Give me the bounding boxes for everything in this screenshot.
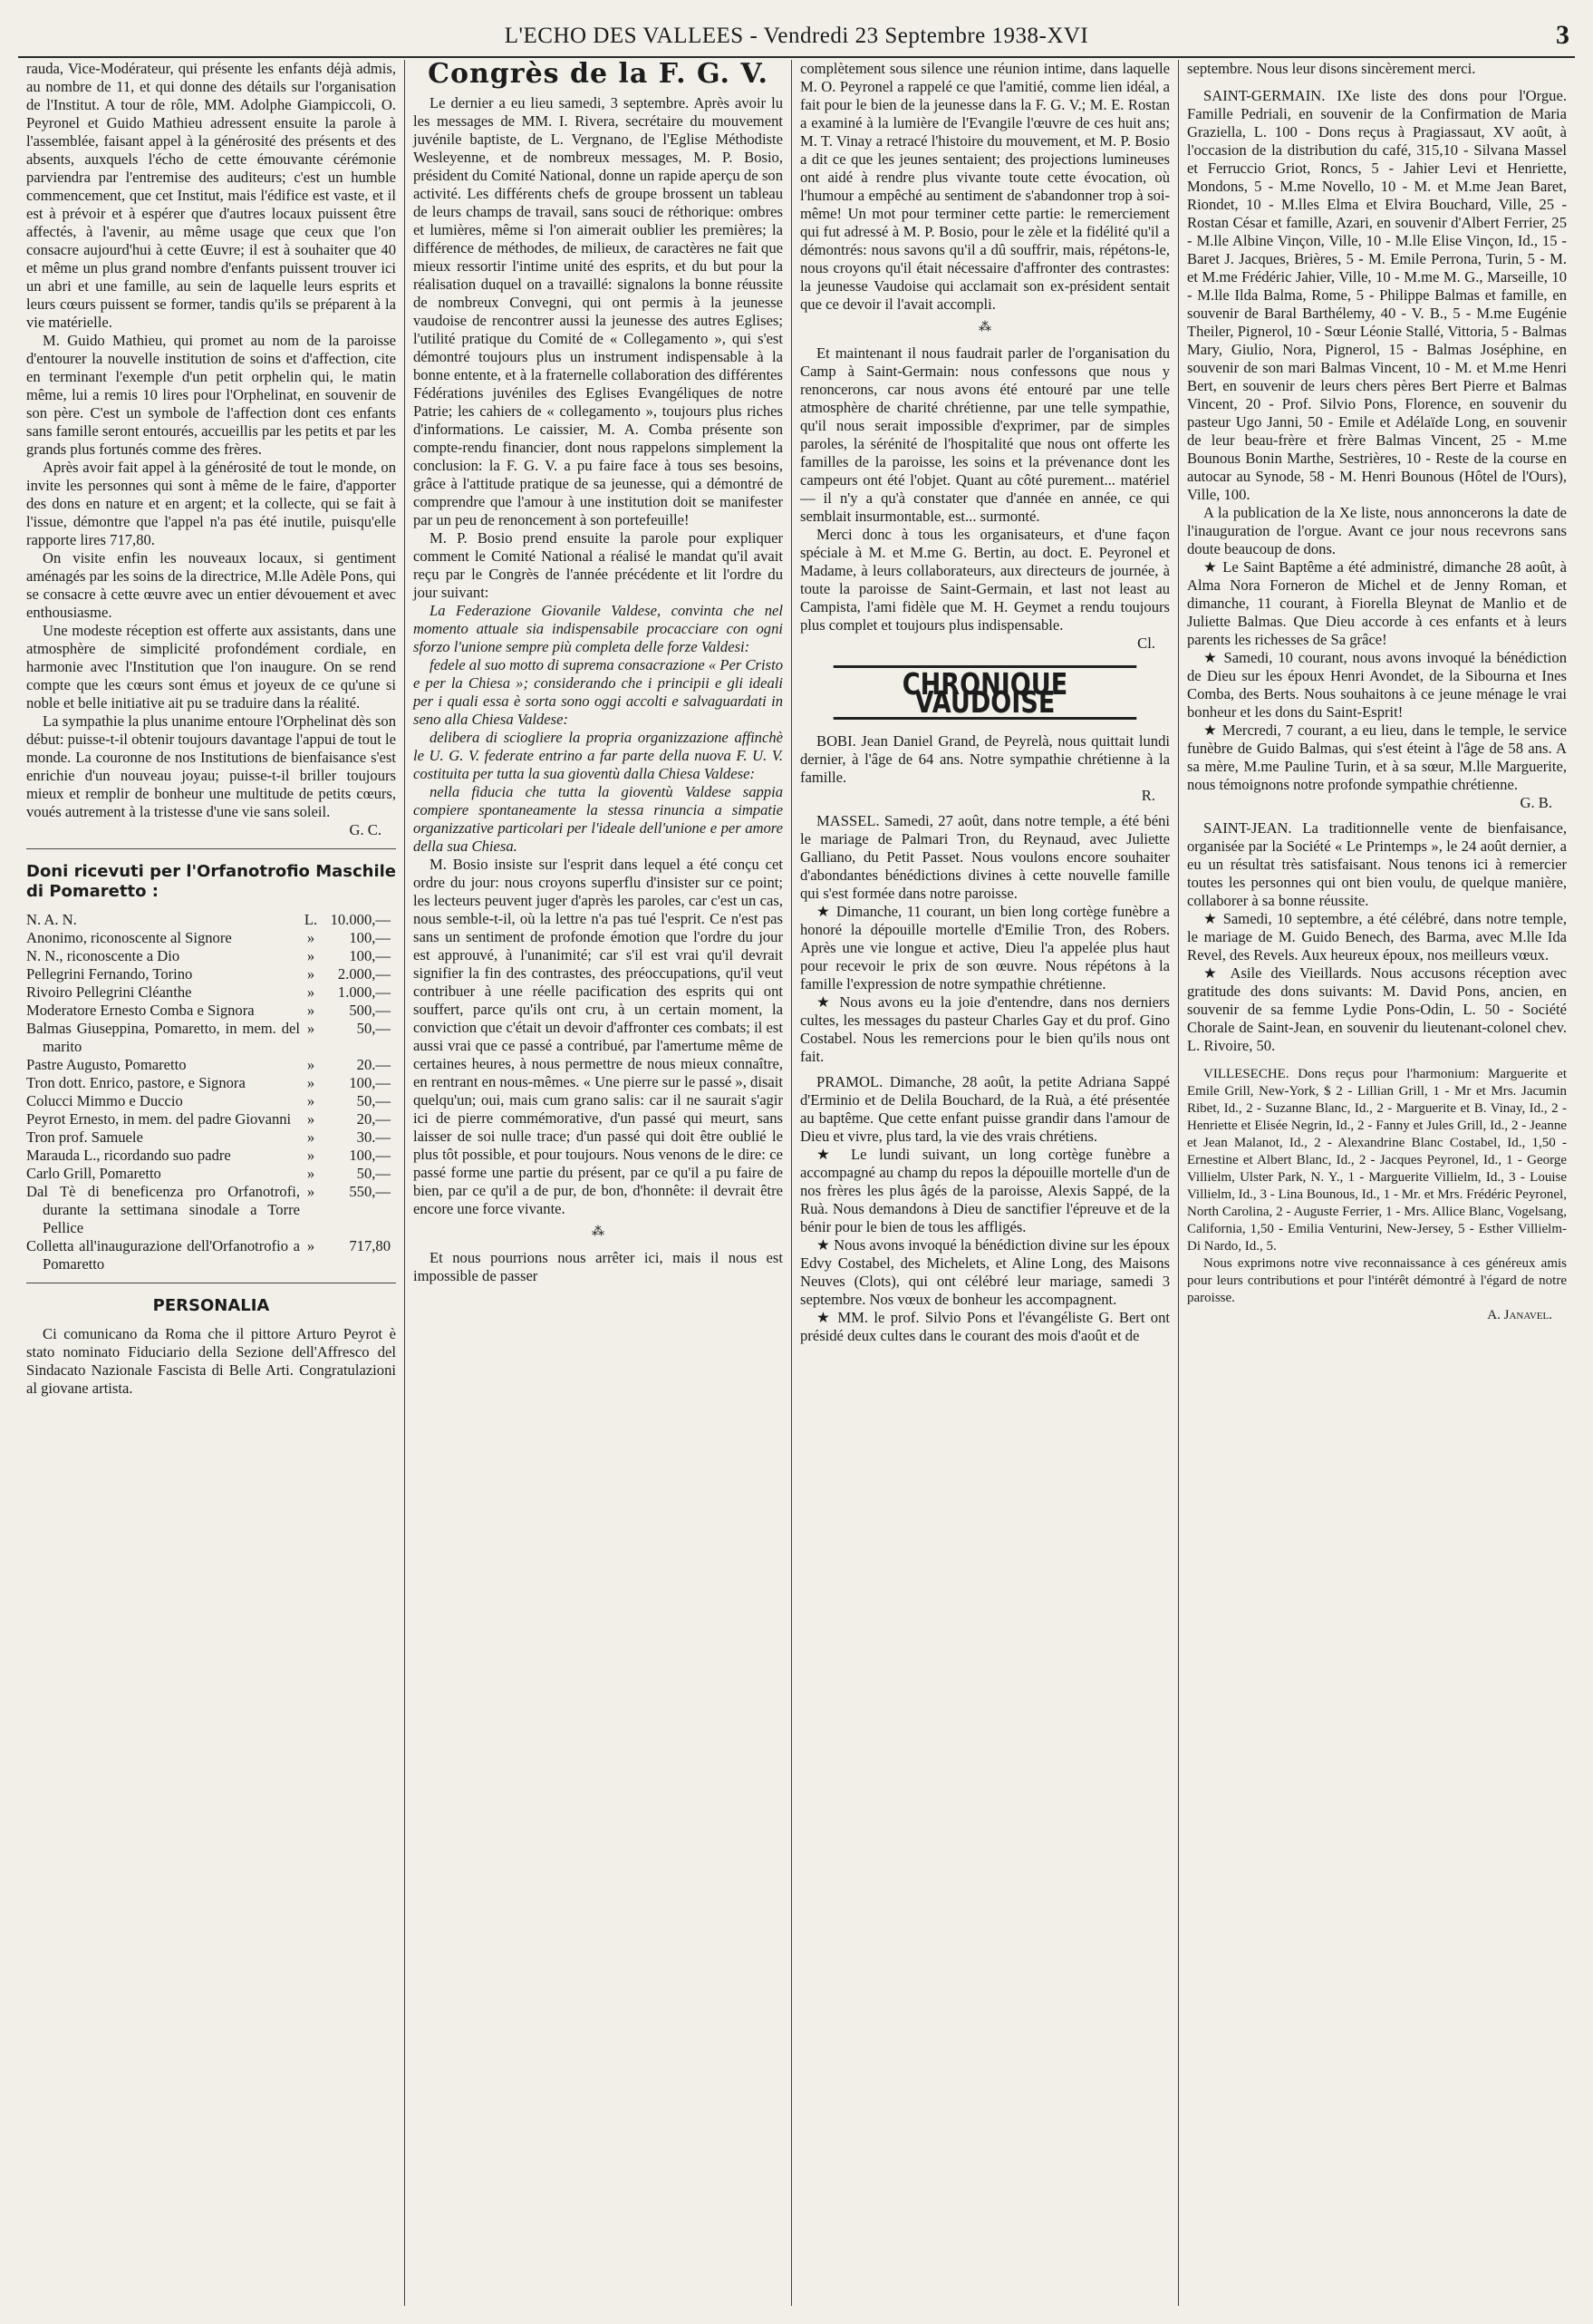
article-paragraph: rauda, Vice-Modérateur, qui présente les enfants déjà admis, au nombre de 11, et qui donne des détails sur l'organisation de l'Institut. A tour de rôle, MM. Adolphe Giampiccoli, O. Peyronel et Guido Mathieu adressent ensuite la parole à l'assemblée, faisant appel à la générosité des présents et des absents, auxquels l'écho de cette émouvante cérémonie parviendra par l'entremise des auditeurs; c'est un humble commencement, que cet Institut, mais l'édifice est vaste, et il est à prévoir et à espérer que d'autres locaux puissent être affectés, à l'avenir, au même usage que ceux que l'on consacre aujourd'hui à cette Œuvre; il est à souhaiter que 40 et même un plus grand nombre d'enfants puissent trouver ici un abri et une famille, au sein de laquelle leurs esprits et leurs cœurs puissent se former, tandis qu'ils se préparent à la vie matérielle.	[26, 60, 396, 331]
donor-name: Moderatore Ernesto Comba e Signora	[26, 1002, 255, 1019]
article-title: Congrès de la F. G. V.	[428, 60, 768, 90]
currency-mark: »	[306, 947, 315, 964]
news-item: ★ MM. le prof. Silvio Pons et l'évangéliste G. Bert ont présidé deux cultes dans le courant des mois d'août et de	[800, 1309, 1170, 1344]
article-paragraph: Merci donc à tous les organisateurs, et d'une façon spéciale à M. et M.me G. Bertin, au doct. E. Peyronel et Madame, à leurs collaborateurs, aux directeurs de journée, à toute la paroisse de Saint-Germain, et last not least au Campista, l'ami fidèle que M. H. Geymet a rendu toujours plus complet et toujours plus indispensable.	[800, 526, 1170, 634]
newspaper-title: L'ECHO DES VALLEES - Vendredi 23 Septembre 1938-XVI	[504, 24, 1089, 48]
news-item: SAINT-JEAN. La traditionnelle vente de bienfaisance, organisée par la Société « Le Printemps », le 24 août dernier, a eu un résultat très satisfaisant. Nous tenons ici à remercier toutes les personnes qui ont bien voulu, de quelque manière, collaborer à sa bonne réussite.	[1187, 819, 1567, 909]
donation-amount: 20.—	[356, 1056, 391, 1073]
donation-row	[26, 1074, 391, 1092]
divider	[26, 848, 396, 849]
donation-amount: 2.000,—	[337, 965, 391, 983]
currency-mark: »	[306, 1110, 315, 1128]
donation-row	[26, 1092, 391, 1110]
news-item: MASSEL. Samedi, 27 août, dans notre temple, a été béni le mariage de Palmari Tron, du Reynaud, avec Juliette Galliano, du Petit Passet. Nous voulons encore souhaiter d'abondantes bénédictions divines à cette nouvelle famille qui s'est formée dans notre paroisse.	[800, 812, 1170, 902]
signature: G. B.	[1520, 794, 1552, 811]
news-item: ★ Samedi, 10 septembre, a été célébré, dans notre temple, le mariage de M. Guido Benech, des Barma, avec M.lle Ida Revel, des Revels. Aux heureux époux, nos meilleurs vœux.	[1187, 910, 1567, 963]
signature: R.	[1141, 787, 1155, 804]
currency-mark: »	[306, 983, 315, 1001]
donor-name: Dal Tè di beneficenza pro Orfanotrofi, durante la settimana sinodale a Torre Pellice	[26, 1183, 300, 1236]
donor-name: Colletta all'inaugurazione dell'Orfanotrofio a Pomaretto	[26, 1237, 300, 1273]
donor-name: Pellegrini Fernando, Torino	[26, 965, 193, 983]
news-item: ★ Samedi, 10 courant, nous avons invoqué la bénédiction de Dieu sur les époux Henri Avondet, de la Sibourna et Ines Comba, des Berts. Nous souhaitons à ce jeune ménage le vrai bonheur et les dons du Saint-Esprit!	[1187, 649, 1567, 721]
page-number: 3	[1556, 20, 1569, 50]
resolution-paragraph: nella fiducia che tutta la gioventù Valdese sappia compiere spontaneamente la stessa rinuncia a simpatie organizzative particolari per l'ideale dell'unione e per amore della sua Chiesa.	[413, 783, 783, 855]
donor-name: Rivoiro Pellegrini Cléanthe	[26, 983, 192, 1001]
column-2	[405, 60, 791, 2306]
article-paragraph: M. Bosio insiste sur l'esprit dans lequel a été conçu cet ordre du jour: nous croyons superflu d'insister sur ce point; les lecteurs peuvent juger d'après les paroles, car c'est un cas, nous semble-t-il, où la lettre n'a pas tué l'esprit. Ce n'est pas sans un sentiment de profonde émotion que l'ordre du jour est approuvé, à l'unanimité; car s'il est vrai qu'il devrait signifier la fin des contrastes, des préoccupations, qu'il veut contribuer à une réelle pacification des esprits qui ont souffert, parce qu'ils ont cru, à un certain moment, la conviction que c'était un devoir d'affronter ces combats; il est aussi vrai que ce passé a contribué, par l'amertume même de certaines heures, à nous permettre de nous mieux connaître, en rentrant en nous-mêmes. « Une pierre sur le passé », disait quelqu'un; oui, mais cum grano salis: car il ne saurait s'agir ici de pierre commémorative, d'un passé qui meurt, sans laisser de soi nulle trace; d'un passé qui doit être oublié le plus tôt possible, et pour toujours. Nous venons de le dire: ce passé forme une partie du présent, par ce qu'il a pu faire de bien, par ce qu'il a de pur, de bon, d'honnête: il devrait être encore une force vivante.	[413, 856, 783, 1217]
donation-amount: 50,—	[356, 1092, 391, 1109]
donation-row	[26, 1147, 391, 1165]
donation-row	[26, 929, 391, 947]
column-3	[792, 60, 1178, 2306]
donation-row	[26, 1165, 391, 1183]
currency-mark: »	[306, 1183, 315, 1200]
article-paragraph: complètement sous silence une réunion intime, dans laquelle M. O. Peyronel a rappelé ce que l'amitié, comme lien idéal, a fait pour le bien de la jeunesse dans la F. G. V.; M. E. Rostan a examiné à la lumière de l'Evangile l'œuvre de ces huit ans; M. T. Vinay a retracé l'histoire du mouvement, et M. P. Bosio a dit ce que les jeunes sentaient; des projections lumineuses ont aidé à rendre plus vivante toute cette évocation, où l'humour a empêché au sentiment de s'abandonner trop à soi-même! Un mot pour terminer cette partie: le remerciement qui fut adressé à M. P. Bosio, pour le zèle et la fidélité qu'il a démontrés: nous savons qu'il a dû souffrir, mais, répétons-le, nous croyons qu'il était nécessaire d'affronter des contrastes: la jeunesse Vaudoise qui acclamait son ex-président sentait que ce devoir il l'avait accompli.	[800, 60, 1170, 313]
donation-amount: 100,—	[349, 1074, 391, 1091]
resolution-paragraph: delibera di sciogliere la propria organizzazione affinchè le U. G. V. federate entrino a far parte della nuova F. U. V. costituita per tutta la sua gioventù dalla Chiesa Valdese:	[413, 729, 783, 782]
article-paragraph: Le dernier a eu lieu samedi, 3 septembre. Après avoir lu les messages de MM. I. Rivera, secrétaire du mouvement juvénile baptiste, de L. Vergnano, de l'Eglise Méthodiste Wesleyenne, et de nombreux messages, M. P. Bosio, président du Comité National, donne un rapide aperçu de son activité. Les différents chefs de groupe brossent un tableau de leurs champs de travail, sans souci de réthorique: ombres et lumières, même si l'on aimerait oublier les premières; la différence de méthodes, de milieux, de caractères ne fait que mieux ressortir l'intime unité des esprits, et du but pour la réalisation duquel on a travaillé: signalons la bonne réussite de nombreux Convegni, qui ont permis à la jeunesse vaudoise de rencontrer aussi la jeunesse des autres Eglises; l'utilité pratique du Comité de « Collegamento », qui s'est démontré toujours plus un instrument indispensable à la bonne entente, et à la fraternelle collaboration des différentes Fédérations juvéniles des Eglises Evangéliques de notre Patrie; les cahiers de « collegamento », toujours plus riches d'informations. Le caissier, M. A. Comba présente son compte-rendu financier, dont nous rappelons simplement la conclusion: la F. G. V. a pu faire face à tous ses besoins, grâce à l'attitude pratique de sa jeunesse, qui a démontré de comprendre que l'amour à une institution doit se manifester par un peu de renoncement à son portefeuille!	[413, 94, 783, 528]
resolution-paragraph: fedele al suo motto di suprema consacrazione « Per Cristo e per la Chiesa »; considerando che i principii e gli ideali per i quali essa è sorta sono oggi accolti e salvaguardati in seno alla Chiesa Valdese:	[413, 656, 783, 728]
donor-name: N. A. N.	[26, 911, 77, 928]
article-paragraph: Et maintenant il nous faudrait parler de l'organisation du Camp à Saint-Germain: nous confessons que nous y renoncerons, car nous avons été entouré par une telle atmosphère de charité chrétienne, par une telle sympathie, qu'il nous serait impossible d'exprimer, par de simples paroles, la sérénité de l'hospitalité que nous ont offerte les familles de la paroisse, les soins et la prévenance dont les campeurs ont été l'objet. Quant au côté purement... matériel — il n'y a qu'à constater que d'année en année, ce qui semblait insurmontable, est... surmonté.	[800, 344, 1170, 525]
news-item: PRAMOL. Dimanche, 28 août, la petite Adriana Sappé d'Erminio et de Delila Bouchard, de la Ruà, a été présentée au baptême. Que cette enfant puisse grandir dans l'amour de Dieu et vivre, plus tard, la vie des vrais chrétiens.	[800, 1073, 1170, 1145]
donation-amount: 100,—	[349, 929, 391, 946]
donation-amount: 100,—	[349, 947, 391, 964]
donor-name: Tron prof. Samuele	[26, 1128, 143, 1146]
personalia-heading: PERSONALIA	[152, 1296, 270, 1315]
donations-list	[26, 911, 391, 1273]
donor-name: Carlo Grill, Pomaretto	[26, 1165, 161, 1182]
news-item: ★ Le Saint Baptême a été administré, dimanche 28 août, à Alma Nora Forneron de Michel et de Jenny Roman, et dimanche, 11 courant, à Fiorella Bleynat de Manlio et de Juliette Balmas. Que Dieu accorde à ces enfants et à leurs parents les richesses de Sa grâce!	[1187, 558, 1567, 648]
donor-name: Colucci Mimmo e Duccio	[26, 1092, 183, 1109]
news-item: BOBI. Jean Daniel Grand, de Peyrelà, nous quittait lundi dernier, à l'âge de 64 ans. Notre sympathie chrétienne à la famille.	[800, 732, 1170, 786]
column-1	[18, 60, 404, 2306]
news-item: ★ Le lundi suivant, un long cortège funèbre a accompagné au champ du repos la dépouille mortelle d'un de nos frères les plus âgés de la paroisse, Alexis Sappé, de la Ruà. Nous demandons à Dieu de sanctifier l'épreuve et de la bénir pour le bien de tous les affligés.	[800, 1146, 1170, 1235]
donation-amount: 550,—	[349, 1183, 391, 1200]
section-stars: ⁂	[592, 1225, 604, 1239]
donation-amount: 1.000,—	[337, 983, 391, 1001]
article-paragraph: Une modeste réception est offerte aux assistants, dans une atmosphère de simplicité profondément cordiale, en harmonie avec l'Institution que l'on inaugure. On se rend compte que les cœurs sont émus et joyeux de ce qu'une si noble et belle initiative ait pu se traduire dans la réalité.	[26, 622, 396, 712]
news-item: VILLESECHE. Dons reçus pour l'harmonium: Marguerite et Emile Grill, New-York, $ 2 - Lillian Grill, 1 - Mr et Mrs. Jacumin Ribet, Id., 2 - Suzanne Blanc, Id., 2 - Marguerite et B. Vinay, Id., 2 - Henriette et Elisée Negrin, Id., 2 - Fanny et Jules Grill, Id., 2 - Jeanne et Jean Malanot, Id., 2 - Alexandrine Blanc Costabel, Id., 1,50 - Ernestine et Albert Blanc, Id., 2 - Jacques Peyronel, Id., 1 - George Villielm, Ulster Park, N. Y., 1 - Marguerite Villielm, Id., 3 - Louise Villielm, Id., 3 - Lina Bounous, Id., 1 - Mr. et Mrs. Frédéric Peyronel, North Carolina, 2 - Auguste Ferrier, 1 - Mrs. Allice Blanc, Vogelsang, California, 1,50 - Emilia Venturini, New-Jersey, 5 - Esther Villielm-Di Nardo, Id., 5.	[1187, 1067, 1567, 1254]
signature: A. Janavel.	[1487, 1308, 1552, 1322]
article-paragraph: Et nous pourrions nous arrêter ici, mais il nous est impossible de passer	[413, 1249, 783, 1284]
currency-mark: »	[306, 1074, 315, 1091]
news-item: ★ Nous avons eu la joie d'entendre, dans nos derniers cultes, les messages du pasteur Charles Gay et du prof. Gino Costabel. Nous les remercions pour le bien qu'ils nous ont fait.	[800, 993, 1170, 1065]
donor-name: Marauda L., ricordando suo padre	[26, 1147, 231, 1164]
donor-name: N. N., riconoscente a Dio	[26, 947, 180, 964]
currency-mark: »	[306, 1128, 315, 1146]
currency-mark: »	[306, 1092, 315, 1109]
signature: Cl.	[1137, 634, 1155, 652]
article-paragraph: septembre. Nous leur disons sincèrement merci.	[1187, 60, 1476, 77]
article-paragraph: M. P. Bosio prend ensuite la parole pour expliquer comment le Comité National a réalisé le mandat qu'il avait reçu par le Congrès de l'année précédente et lit l'ordre du jour suivant:	[413, 529, 783, 601]
personalia-text: Ci comunicano da Roma che il pittore Arturo Peyrot è stato nominato Fiduciario della Sezione dell'Affresco del Sindacato Nazionale Fascista di Belle Arti. Congratulazioni al giovane artista.	[26, 1325, 396, 1397]
news-item: SAINT-GERMAIN. IXe liste des dons pour l'Orgue. Famille Pedriali, en souvenir de la Confirmation de Maria Graziella, L. 100 - Dons reçus à Pragiassaut, XV août, à l'occasion de la distribution du café, 315,10 - Silvana Massel et Ferruccio Griot, Roncs, 5 - Jahier Levi et Henriette, Mondons, 5 - M.me Novello, 10 - M. et M.me Jean Baret, Riondet, 10 - M.lles Elma et Elvira Bouchard, Ville, 25 - Rostan César et famille, Azari, en souvenir d'Albert Ferrier, 25 - M.lle Albine Vinçon, Ville, 10 - M.lle Elise Vinçon, Id., 15 - Baret J. Jacques, Brières, 5 - M. Emile Perrona, Turin, 5 - M. et M.me Frédéric Jahier, Ville, 10 - M.me M. G., Marseille, 10 - M.lle Ilda Balma, Rome, 5 - Philippe Balmas et famille, en souvenir de Baral Barthélemy, 40 - V. B., 5 - M.me Eugénie Theiler, Pignerol, 10 - Sœur Léonie Stallé, Vittoria, 5 - Balmas Mary, Giulio, Nora, Pignerol, 15 - Balmas Joséphine, en souvenir de son mari Balmas Vincent, 10 - M. et M.me Henri Bert, en souvenir de leurs chers pères Bert Pierre et Balmas Vincent, 20 - Prof. Silvio Pons, Florence, en souvenir du pasteur Ugo Janni, 50 - Emile et Adélaïde Long, en souvenir de leur beau-frère et frère Balmas Vincent, 25 - M.me Bounous Bonin Marthe, Sestrières, 10 - Reste de la course en autocar au Synode, 58 - M. Henri Bounous (Hôtel de l'Ours), Ville, 100.	[1187, 87, 1567, 503]
currency-mark: »	[306, 1237, 315, 1254]
currency-mark: »	[306, 1165, 315, 1182]
currency-mark: »	[306, 965, 315, 983]
currency-mark: »	[306, 1056, 315, 1073]
news-item: ★ Nous avons invoqué la bénédiction divine sur les époux Edvy Costabel, des Michelets, et Aline Long, des Maisons Neuves (Clots), qui ont célébré leur mariage, samedi 3 septembre. Nos vœux de bonheur les accompagnent.	[800, 1236, 1170, 1308]
currency-mark: »	[306, 929, 315, 946]
donation-row	[26, 1128, 391, 1147]
news-item: A la publication de la Xe liste, nous annoncerons la date de l'inauguration de l'orgue. Avant ce jour nous recevrons sans doute beaucoup de dons.	[1187, 504, 1567, 557]
resolution-paragraph: La Federazione Giovanile Valdese, convinta che nel momento attuale sia indispensabile procacciare con ogni sforzo l'unione sempre più completa delle forze Valdesi:	[413, 602, 783, 655]
donations-heading: Doni ricevuti per l'Orfanotrofio Maschile di Pomaretto :	[26, 862, 396, 901]
news-item: ★ Asile des Vieillards. Nous accusons réception avec gratitude des dons suivants: M. David Pons, ancien, en souvenir de sa femme Lydie Pons-Odin, L. 50 - Société Chorale de Saint-Jean, en souvenir du lieutenant-colonel chev. L. Rivoire, 50.	[1187, 964, 1567, 1054]
donation-amount: 50,—	[356, 1165, 391, 1182]
donation-row	[26, 965, 391, 983]
news-item: ★ Mercredi, 7 courant, a eu lieu, dans le temple, le service funèbre de Guido Balmas, qui s'est éteint à l'âge de 58 ans. A sa mère, M.me Pauline Turin, et à sa sœur, M.lle Marguerite, nous témoignons notre profonde sympathie chrétienne.	[1187, 721, 1567, 793]
donation-row	[26, 1056, 391, 1074]
donor-name: Peyrot Ernesto, in mem. del padre Giovanni	[26, 1110, 292, 1128]
donation-row	[26, 1183, 391, 1237]
donor-name: Tron dott. Enrico, pastore, e Signora	[26, 1074, 246, 1091]
article-paragraph: On visite enfin les nouveaux locaux, si gentiment aménagés par les soins de la directrice, M.lle Adèle Pons, qui se consacre à cette œuvre avec un entier dévouement et avec enthousiasme.	[26, 549, 396, 621]
donor-name: Pastre Augusto, Pomaretto	[26, 1056, 187, 1073]
donor-name: Balmas Giuseppina, Pomaretto, in mem. del marito	[26, 1020, 300, 1055]
donation-amount: 20,—	[356, 1110, 391, 1128]
article-paragraph: M. Guido Mathieu, qui promet au nom de la paroisse d'entourer la nouvelle institution de soins et d'affection, cite en terminant l'exemple d'un petit orphelin qui, le matin même, lui a remis 10 lires pour l'Orphelinat, en souvenir de son père. C'est un symbole de l'affection dont ces enfants sans famille seront entourés, accueillis par les petits et par les grands plus fortunés comme des frères.	[26, 332, 396, 458]
currency-mark: »	[306, 1147, 315, 1164]
donor-name: Anonimo, riconoscente al Signore	[26, 929, 232, 946]
currency-mark: L.	[304, 911, 318, 928]
donation-row	[26, 947, 391, 965]
donation-row	[26, 1020, 391, 1056]
donation-amount: 10.000,—	[330, 911, 391, 928]
donation-amount: 717,80	[349, 1237, 391, 1254]
article-paragraph: Après avoir fait appel à la générosité de tout le monde, on invite les personnes qui sont à même de le faire, d'apporter des dons en nature et en argent; et la collecte, qui se fait à l'issue, démontre que l'appel n'a pas été inutile, puisqu'elle rapporte lires 717,80.	[26, 459, 396, 548]
section-title: CHRONIQUE VAUDOISE	[834, 665, 1137, 720]
currency-mark: »	[306, 1020, 315, 1037]
news-item: ★ Dimanche, 11 courant, un bien long cortège funèbre a honoré la dépouille mortelle d'Emilie Tron, des Robers. Après une vie longue et active, Dieu l'a appelée plus haut pour recevoir le prix de son œuvre. Nous répétons à la famille l'expression de notre sympathie chrétienne.	[800, 903, 1170, 993]
column-4	[1179, 60, 1575, 2306]
news-item: Nous exprimons notre vive reconnaissance à ces généreux amis pour leurs contributions et pour l'intérêt démontré à l'égard de notre paroisse.	[1187, 1256, 1567, 1305]
donation-amount: 100,—	[349, 1147, 391, 1164]
donation-row	[26, 983, 391, 1002]
masthead	[18, 20, 1575, 58]
donation-row	[26, 1002, 391, 1020]
donation-row	[26, 1110, 391, 1128]
donation-row	[26, 1237, 391, 1273]
article-paragraph: La sympathie la plus unanime entoure l'Orphelinat dès son début: puisse-t-il obtenir toujours davantage l'appui de tout le monde. La couronne de nos Institutions de bienfaisance s'est enrichie d'un nouveau joyau; puisse-t-il briller toujours mieux et remplir de bonheur une multitude de petits cœurs, voués autrement à la tristesse d'une vie sans soleil.	[26, 712, 396, 820]
donation-amount: 30.—	[356, 1128, 391, 1146]
section-stars: ⁂	[979, 321, 991, 334]
currency-mark: »	[306, 1002, 315, 1019]
donation-amount: 50,—	[356, 1020, 391, 1037]
signature: G. C.	[349, 821, 381, 838]
donation-row	[26, 911, 391, 929]
donation-amount: 500,—	[349, 1002, 391, 1019]
